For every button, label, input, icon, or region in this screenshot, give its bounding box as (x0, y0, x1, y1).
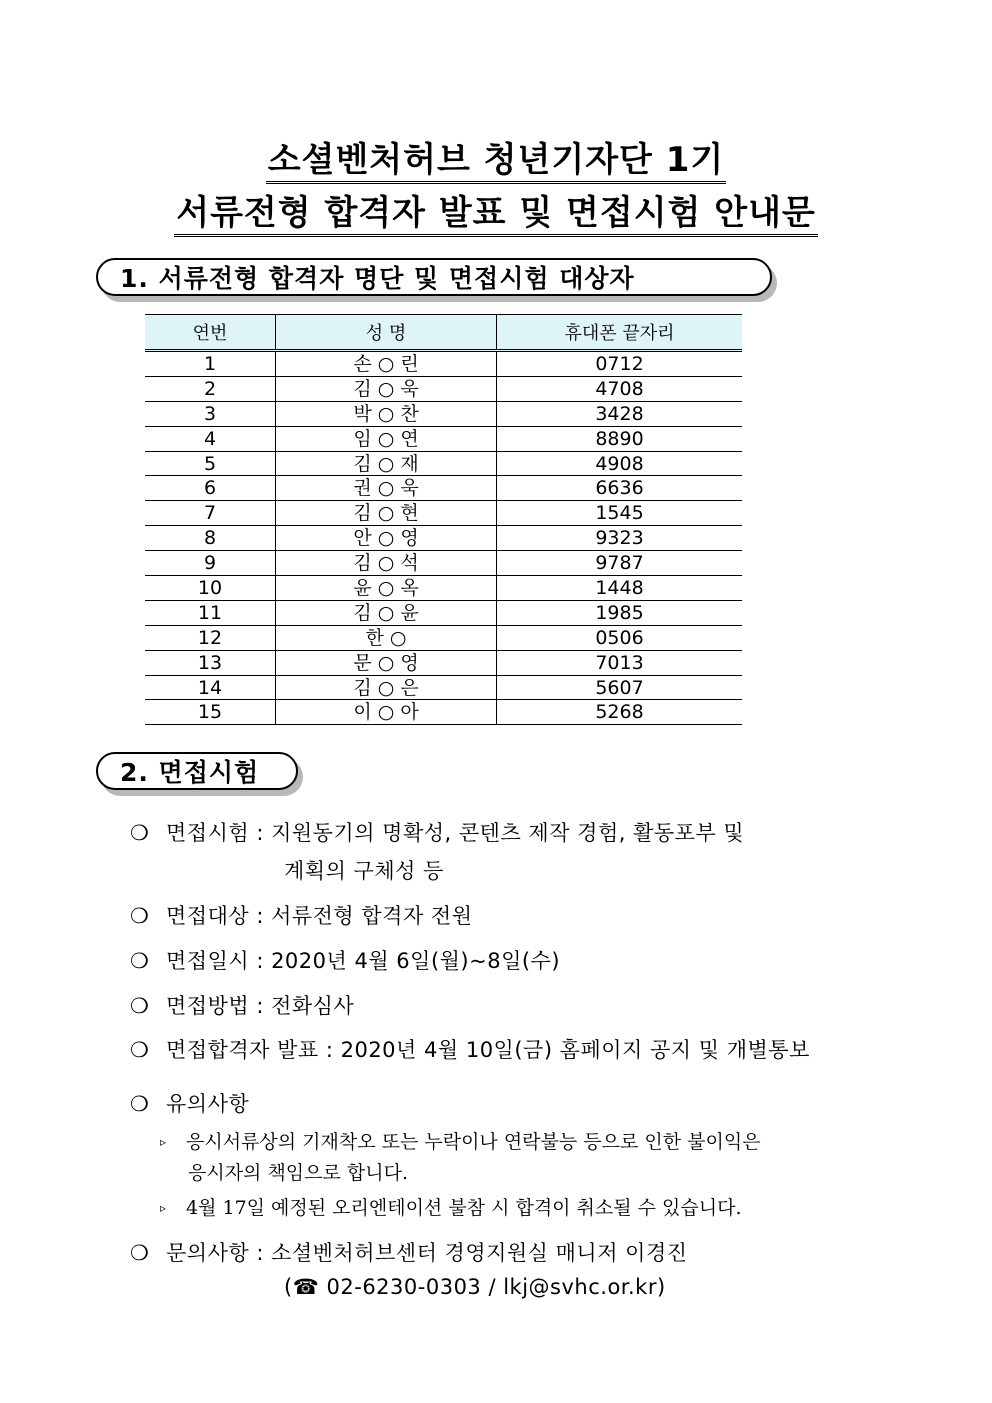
applicant-table (145, 314, 742, 725)
circle-bullet-icon: ❍ (130, 904, 150, 928)
table-header-row (145, 315, 742, 351)
table-row (145, 526, 742, 551)
table-row (145, 650, 742, 675)
interview-content-item (130, 817, 744, 847)
row-number: 11 (145, 600, 276, 625)
table-row (145, 625, 742, 650)
interview-date-item (130, 945, 560, 975)
row-number: 3 (145, 401, 276, 426)
row-name: 김 ○ 은 (276, 675, 497, 700)
notes-item (130, 1088, 249, 1118)
interview-method-item (130, 990, 354, 1020)
row-phone-suffix: 3428 (497, 401, 743, 426)
announcement-item (130, 1034, 810, 1064)
row-number: 1 (145, 351, 276, 377)
row-name: 박 ○ 찬 (276, 401, 497, 426)
row-phone-suffix: 0712 (497, 351, 743, 377)
table-row (145, 451, 742, 476)
row-phone-suffix: 4708 (497, 376, 743, 401)
title-line1-text: 소셜벤처허브 청년기자단 1기 (266, 140, 726, 184)
triangle-marker-icon: ▹ (160, 1201, 167, 1215)
row-number: 14 (145, 675, 276, 700)
note-1-text: 응시서류상의 기재착오 또는 누락이나 연락불능 등으로 인한 불이익은 (186, 1131, 761, 1153)
table-row (145, 426, 742, 451)
announcement-text: 면접합격자 발표 : 2020년 4월 10일(금) 홈페이지 공지 및 개별통보 (166, 1038, 810, 1062)
note-1 (160, 1127, 761, 1154)
row-phone-suffix: 7013 (497, 650, 743, 675)
row-phone-suffix: 1985 (497, 600, 743, 625)
row-phone-suffix: 5607 (497, 675, 743, 700)
section2-heading: 2. 면접시험 (96, 752, 298, 790)
row-name: 윤 ○ 옥 (276, 576, 497, 601)
document-title-line2 (0, 185, 992, 234)
circle-bullet-icon: ❍ (130, 994, 150, 1018)
interview-method-text: 면접방법 : 전화심사 (166, 994, 355, 1018)
row-phone-suffix: 6636 (497, 476, 743, 501)
table-body (145, 351, 742, 725)
header-phone: 휴대폰 끝자리 (497, 315, 743, 351)
row-name: 김 ○ 윤 (276, 600, 497, 625)
row-name: 김 ○ 현 (276, 501, 497, 526)
section1-heading: 1. 서류전형 합격자 명단 및 면접시험 대상자 (96, 258, 772, 296)
row-number: 8 (145, 526, 276, 551)
row-number: 15 (145, 700, 276, 725)
row-name: 한 ○ (276, 625, 497, 650)
row-number: 4 (145, 426, 276, 451)
note-2 (160, 1193, 742, 1220)
row-number: 7 (145, 501, 276, 526)
row-number: 9 (145, 551, 276, 576)
table-row (145, 476, 742, 501)
circle-bullet-icon: ❍ (130, 949, 150, 973)
row-number: 5 (145, 451, 276, 476)
circle-bullet-icon: ❍ (130, 1038, 150, 1062)
circle-bullet-icon: ❍ (130, 821, 150, 845)
row-phone-suffix: 8890 (497, 426, 743, 451)
row-name: 김 ○ 욱 (276, 376, 497, 401)
row-number: 12 (145, 625, 276, 650)
table-row (145, 351, 742, 377)
row-phone-suffix: 9787 (497, 551, 743, 576)
triangle-marker-icon: ▹ (160, 1135, 167, 1149)
row-name: 권 ○ 욱 (276, 476, 497, 501)
table-row (145, 700, 742, 725)
row-phone-suffix: 1545 (497, 501, 743, 526)
interview-content-text: 면접시험 : 지원동기의 명확성, 콘텐츠 제작 경험, 활동포부 및 (166, 821, 745, 845)
row-phone-suffix: 5268 (497, 700, 743, 725)
row-number: 6 (145, 476, 276, 501)
row-name: 안 ○ 영 (276, 526, 497, 551)
row-number: 10 (145, 576, 276, 601)
row-name: 손 ○ 린 (276, 351, 497, 377)
table-row (145, 401, 742, 426)
interview-target-text: 면접대상 : 서류전형 합격자 전원 (166, 904, 473, 928)
interview-content-continued: 계획의 구체성 등 (284, 859, 444, 883)
note-2-text: 4월 17일 예정된 오리엔테이션 불참 시 합격이 취소될 수 있습니다. (186, 1197, 742, 1219)
row-name: 이 ○ 아 (276, 700, 497, 725)
table-row (145, 576, 742, 601)
table-row (145, 376, 742, 401)
table-row (145, 501, 742, 526)
row-number: 2 (145, 376, 276, 401)
circle-bullet-icon: ❍ (130, 1092, 150, 1116)
note-1-continued: 응시자의 책임으로 합니다. (188, 1162, 409, 1184)
circle-bullet-icon: ❍ (130, 1241, 150, 1265)
table-row (145, 551, 742, 576)
row-name: 임 ○ 연 (276, 426, 497, 451)
row-phone-suffix: 4908 (497, 451, 743, 476)
table-row (145, 675, 742, 700)
row-number: 13 (145, 650, 276, 675)
document-title-line1 (0, 132, 992, 181)
row-name: 김 ○ 석 (276, 551, 497, 576)
header-number: 연번 (145, 315, 276, 351)
notes-text: 유의사항 (166, 1092, 250, 1116)
contact-item (130, 1237, 688, 1267)
contact-text: 문의사항 : 소셜벤처허브센터 경영지원실 매니저 이경진 (166, 1241, 688, 1265)
header-name: 성 명 (276, 315, 497, 351)
row-phone-suffix: 0506 (497, 625, 743, 650)
row-name: 문 ○ 영 (276, 650, 497, 675)
row-phone-suffix: 1448 (497, 576, 743, 601)
row-name: 김 ○ 재 (276, 451, 497, 476)
interview-date-text: 면접일시 : 2020년 4월 6일(월)~8일(수) (166, 949, 561, 973)
row-phone-suffix: 9323 (497, 526, 743, 551)
interview-target-item (130, 900, 473, 930)
contact-detail: (☎ 02-6230-0303 / lkj@svhc.or.kr) (284, 1275, 666, 1299)
title-line2-text: 서류전형 합격자 발표 및 면접시험 안내문 (174, 193, 818, 237)
table-row (145, 600, 742, 625)
